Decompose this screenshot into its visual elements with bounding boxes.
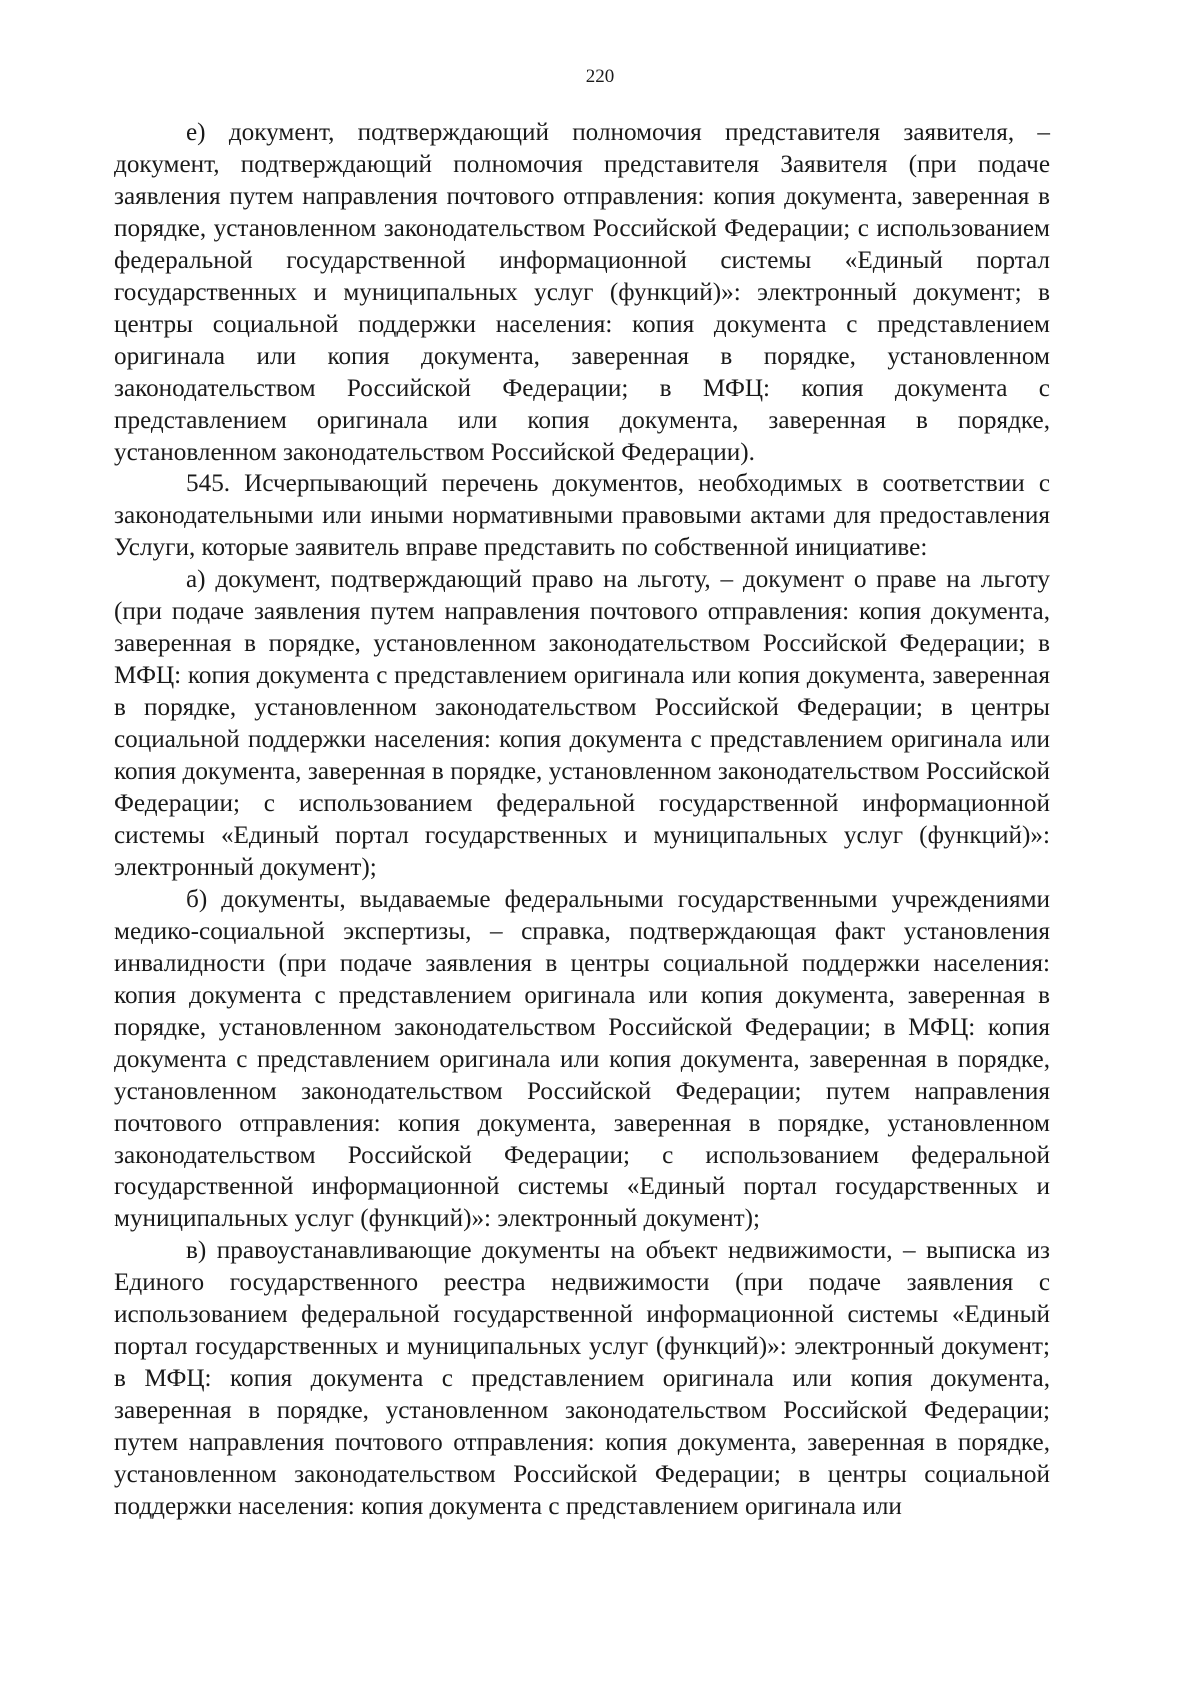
paragraph-item-b: б) документы, выдаваемые федеральными государственными учреждениями медико-социальной экспертизы, – справка, подтверждающая факт установления инвалидности (при подаче заявления в центры социальной поддержки населения: копия документа с представлением оригинала или копия документа, заверенная в порядке, установленном законодательством Российской Федерации; в МФЦ: копия документа с представлением оригинала или копия документа, заверенная в порядке, установленном законодательством Российской Федерации; путем направления почтового отправления: копия документа, заверенная в порядке, установленном законодательством Российской Федерации; с использованием федеральной государственной информационной системы «Единый портал государственных и муниципальных услуг (функций)»: электронный документ); (114, 885, 1050, 1233)
document-body (114, 117, 1050, 1523)
paragraph-item-a: а) документ, подтверждающий право на льготу, – документ о праве на льготу (при подаче заявления путем направления почтового отправления: копия документа, заверенная в порядке, установленном законодательством Российской Федерации; в МФЦ: копия документа с представлением оригинала или копия документа, заверенная в порядке, установленном законодательством Российской Федерации; в центры социальной поддержки населения: копия документа с представлением оригинала или копия документа, заверенная в порядке, установленном законодательством Российской Федерации; с использованием федеральной государственной информационной системы «Единый портал государственных и муниципальных услуг (функций)»: электронный документ); (114, 566, 1050, 881)
paragraph-item-v: в) правоустанавливающие документы на объект недвижимости, – выписка из Единого государственного реестра недвижимости (при подаче заявления с использованием федеральной государственной информационной системы «Единый портал государственных и муниципальных услуг (функций)»: электронный документ; в МФЦ: копия документа с представлением оригинала или копия документа, заверенная в порядке, установленном законодательством Российской Федерации; путем направления почтового отправления: копия документа, заверенная в порядке, установленном законодательством Российской Федерации; в центры социальной поддержки населения: копия документа с представлением оригинала или (114, 1237, 1050, 1520)
paragraph-item-e: е) документ, подтверждающий полномочия представителя заявителя, – документ, подтверждающий полномочия представителя Заявителя (при подаче заявления путем направления почтового отправления: копия документа, заверенная в порядке, установленном законодательством Российской Федерации; с использованием федеральной государственной информационной системы «Единый портал государственных и муниципальных услуг (функций)»: электронный документ; в центры социальной поддержки населения: копия документа с представлением оригинала или копия документа, заверенная в порядке, установленном законодательством Российской Федерации; в МФЦ: копия документа с представлением оригинала или копия документа, заверенная в порядке, установленном законодательством Российской Федерации). (114, 119, 1050, 466)
paragraph-545: 545. Исчерпывающий перечень документов, необходимых в соответствии с законодательными или иными нормативными правовыми актами для предоставления Услуги, которые заявитель вправе представить по собственной инициативе: (114, 470, 1050, 562)
page-number: 220 (585, 66, 615, 87)
